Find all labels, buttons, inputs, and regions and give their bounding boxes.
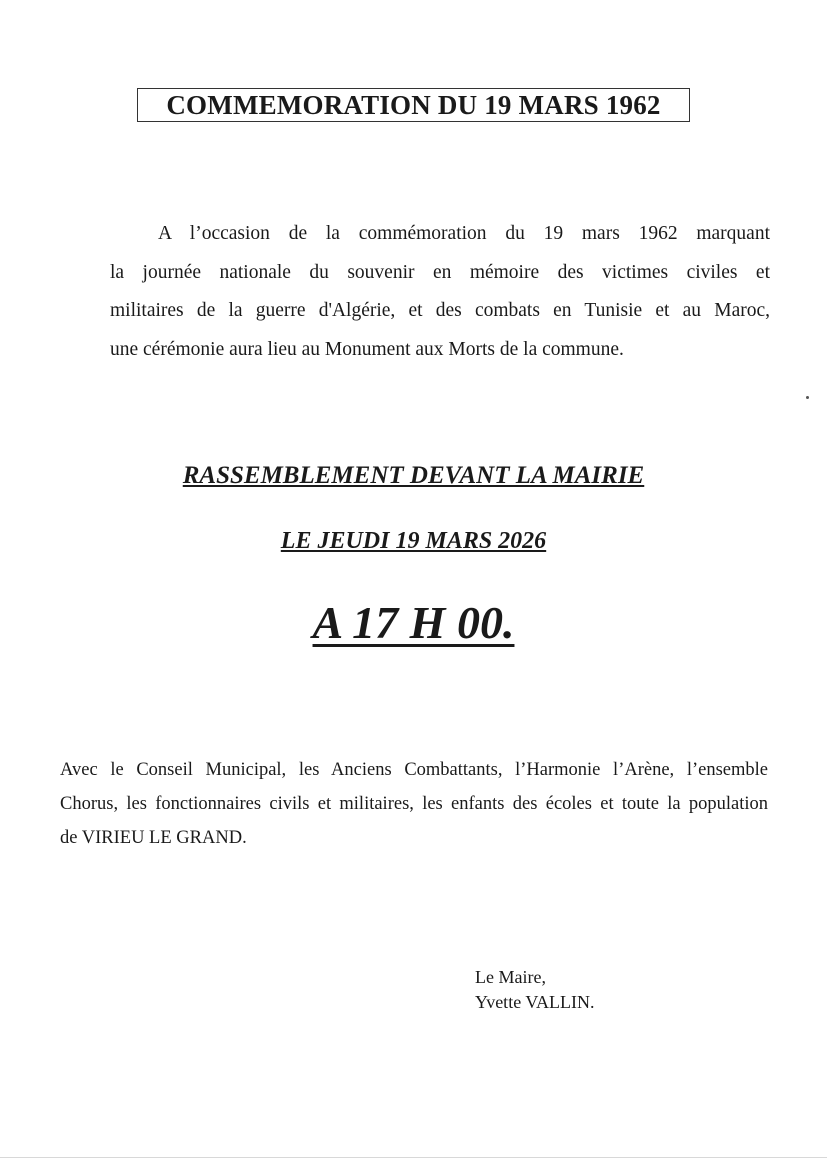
signature-block [475,965,595,1015]
intro-line: une cérémonie aura lieu au Monument aux Morts de la commune. [110,338,624,360]
signature-name: Yvette VALLIN. [475,992,595,1012]
page-bottom-edge [0,1157,827,1158]
speck-mark [806,396,809,399]
participants-line: de VIRIEU LE GRAND. [60,828,247,848]
gathering-heading: RASSEMBLEMENT DEVANT LA MAIRIE [182,462,645,489]
intro-paragraph [110,215,770,369]
participants-line: Chorus, les fonctionnaires civils et militaires, les enfants des écoles et toute la population [60,794,768,814]
document-title: COMMEMORATION DU 19 MARS 1962 [137,88,690,122]
intro-line: A l’occasion de la commémoration du 19 mars 1962 marquant [158,223,770,244]
participants-paragraph [60,753,768,855]
date-heading: LE JEUDI 19 MARS 2026 [280,528,547,554]
signature-role: Le Maire, [475,967,546,987]
intro-line: la journée nationale du souvenir en mémoire des victimes civiles et [110,261,770,283]
participants-line: Avec le Conseil Municipal, les Anciens Combattants, l’Harmonie l’Arène, l’ensemble [60,760,768,780]
intro-line: militaires de la guerre d'Algérie, et des combats en Tunisie et au Maroc, [110,300,770,321]
time-heading: A 17 H 00. [312,597,515,648]
